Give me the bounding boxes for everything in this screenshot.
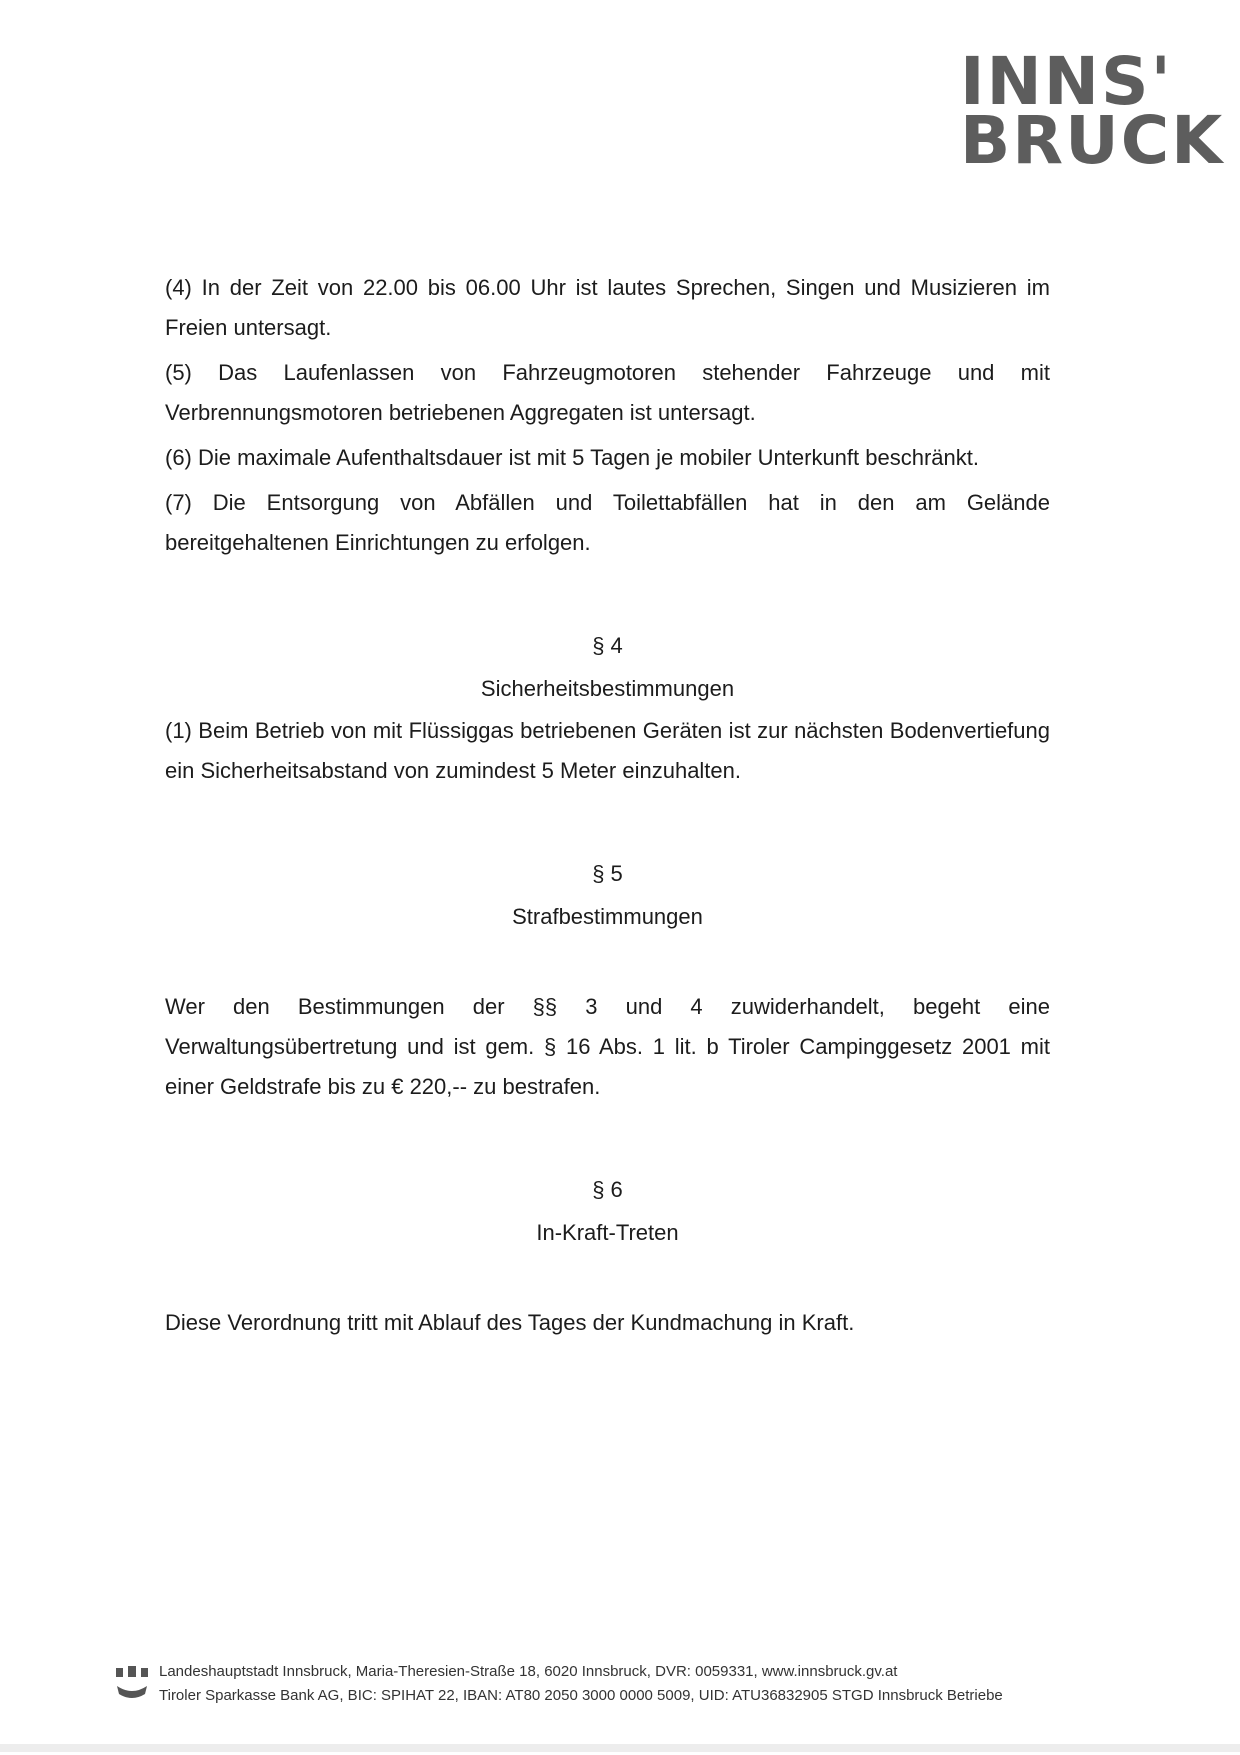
paragraph-7: (7) Die Entsorgung von Abfällen und Toilettabfällen hat in den am Gelände bereitgehaltenen Einrichtungen zu erfolgen. [165, 490, 1050, 555]
logo-line-2: BRUCK [960, 102, 1225, 179]
section-6-text: Diese Verordnung tritt mit Ablauf des Tages der Kundmachung in Kraft. [165, 1310, 855, 1335]
section-4-title: Sicherheitsbestimmungen [480, 676, 735, 701]
section-4-number: § 4 [592, 633, 623, 658]
paragraph-5: (5) Das Laufenlassen von Fahrzeugmotoren stehender Fahrzeuge und mit Verbrennungsmotoren betriebenen Aggregaten ist untersagt. [165, 360, 1050, 425]
innsbruck-logo [960, 43, 1225, 179]
section-4-text: (1) Beim Betrieb von mit Flüssiggas betriebenen Geräten ist zur nächsten Bodenvertiefung ein Sicherheitsabstand von zumindest 5 Meter einzuhalten. [165, 718, 1050, 783]
section-5-text: Wer den Bestimmungen der §§ 3 und 4 zuwiderhandelt, begeht eine Verwaltungsübertretung und ist gem. § 16 Abs. 1 lit. b Tiroler Campinggesetz 2001 mit einer Geldstrafe bis zu € 220,-- zu bestrafen. [165, 994, 1050, 1099]
section-5-title: Strafbestimmungen [512, 904, 703, 929]
paragraph-6: (6) Die maximale Aufenthaltsdauer ist mit 5 Tagen je mobiler Unterkunft beschränkt. [165, 445, 979, 470]
section-6-title: In-Kraft-Treten [536, 1220, 679, 1245]
city-coat-of-arms-icon [115, 1666, 149, 1702]
document-body [165, 268, 1050, 1348]
footer-line-2: Tiroler Sparkasse Bank AG, BIC: SPIHAT 22, IBAN: AT80 2050 3000 0000 5009, UID: ATU36832905 STGD Innsbruck Betriebe [159, 1687, 1003, 1704]
bottom-rule [0, 1744, 1240, 1752]
section-5-number: § 5 [592, 861, 623, 886]
footer-line-1: Landeshauptstadt Innsbruck, Maria-Theresien-Straße 18, 6020 Innsbruck, DVR: 0059331, www.innsbruck.gv.at [159, 1663, 898, 1680]
logo-line-1: INNS' [960, 43, 1173, 120]
section-6-number: § 6 [592, 1177, 623, 1202]
paragraph-4: (4) In der Zeit von 22.00 bis 06.00 Uhr ist lautes Sprechen, Singen und Musizieren im Freien untersagt. [165, 275, 1050, 340]
